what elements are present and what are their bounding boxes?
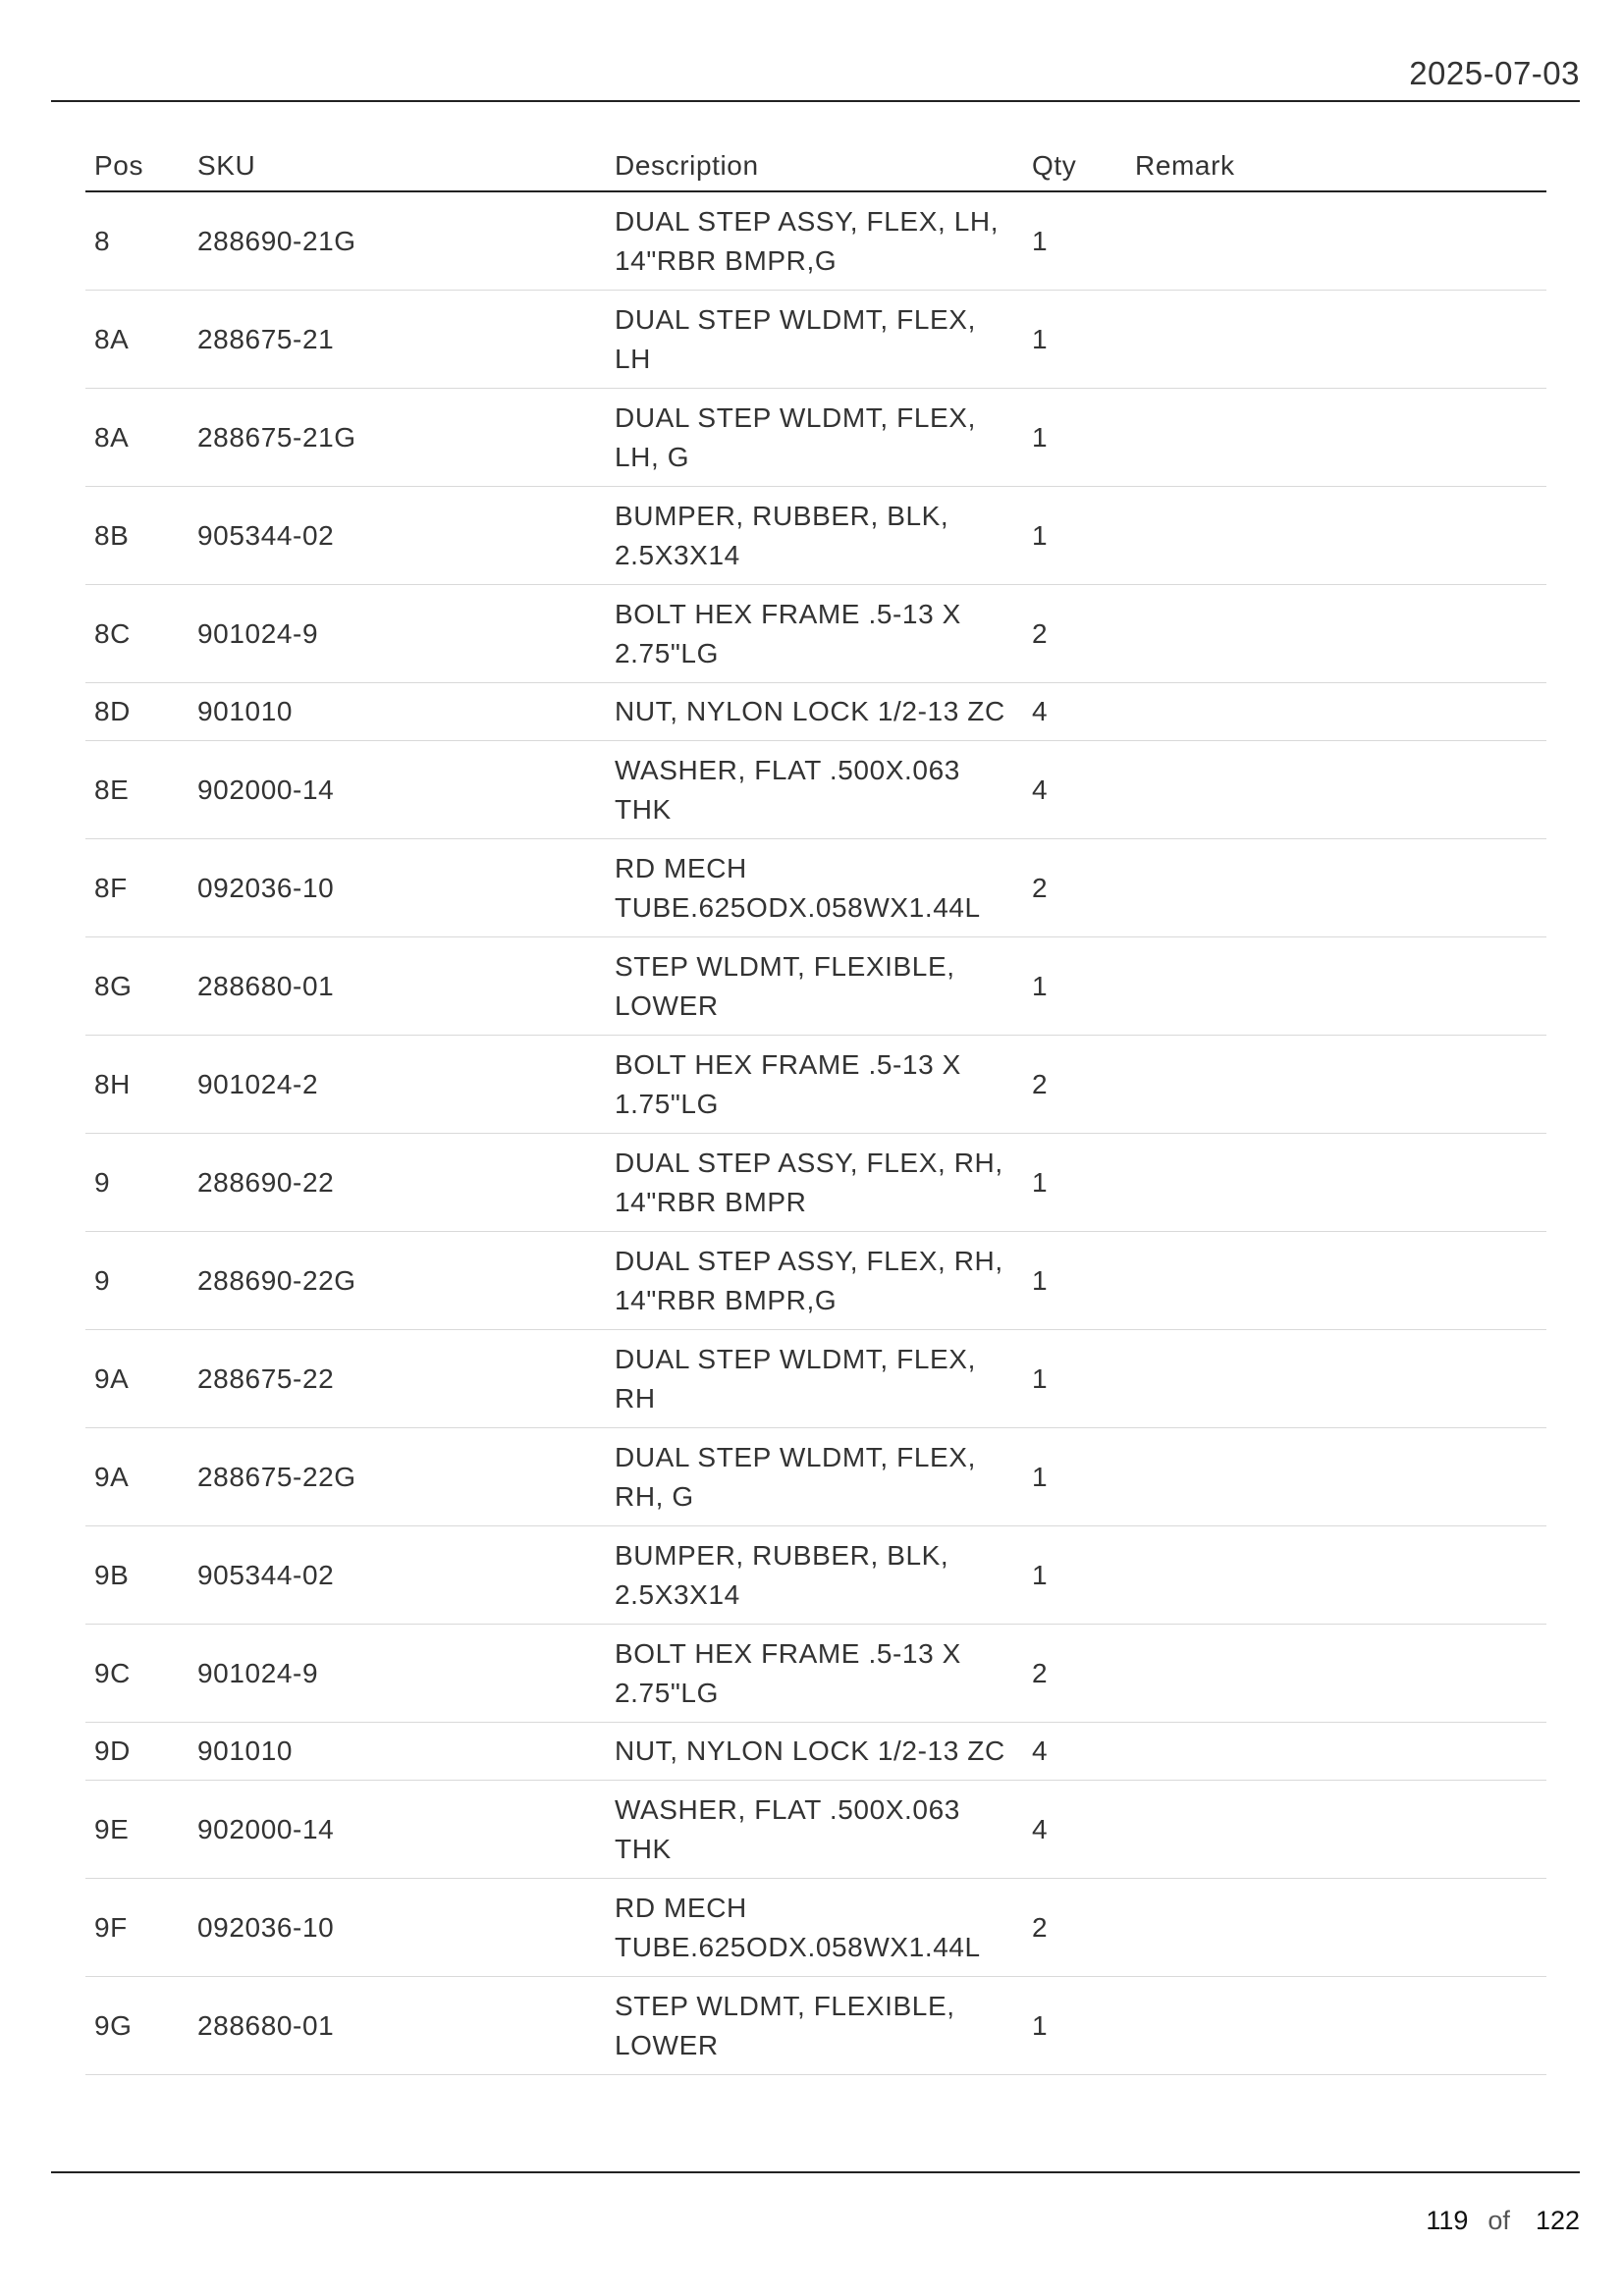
cell-qty: 1 xyxy=(1023,389,1126,487)
description-line: STEP WLDMT, FLEXIBLE, xyxy=(615,950,955,982)
cell-description xyxy=(606,1977,1023,2075)
cell-description xyxy=(606,937,1023,1036)
table-row xyxy=(85,487,1546,585)
cell-remark xyxy=(1126,683,1546,741)
table-row xyxy=(85,741,1546,839)
description-line: BOLT HEX FRAME .5-13 X xyxy=(615,1637,961,1669)
cell-description xyxy=(606,291,1023,389)
cell-sku: 901024-9 xyxy=(189,585,606,683)
column-header-description: Description xyxy=(606,140,1023,191)
cell-qty: 2 xyxy=(1023,1879,1126,1977)
column-header-qty: Qty xyxy=(1023,140,1126,191)
table-body xyxy=(85,191,1546,2075)
cell-qty: 1 xyxy=(1023,937,1126,1036)
cell-sku: 901010 xyxy=(189,683,606,741)
cell-sku: 901024-9 xyxy=(189,1625,606,1723)
description-line: LOWER xyxy=(615,2029,719,2060)
description-line: DUAL STEP ASSY, FLEX, RH, xyxy=(615,1245,1003,1276)
cell-description xyxy=(606,191,1023,291)
cell-remark xyxy=(1126,487,1546,585)
parts-table xyxy=(85,140,1546,2075)
table-row xyxy=(85,585,1546,683)
cell-qty: 1 xyxy=(1023,191,1126,291)
cell-qty: 1 xyxy=(1023,1526,1126,1625)
cell-remark xyxy=(1126,1330,1546,1428)
description-line: DUAL STEP WLDMT, FLEX, xyxy=(615,401,976,433)
cell-sku: 905344-02 xyxy=(189,1526,606,1625)
table-row xyxy=(85,1036,1546,1134)
cell-qty: 1 xyxy=(1023,1977,1126,2075)
cell-pos: 8F xyxy=(85,839,189,937)
cell-pos: 8E xyxy=(85,741,189,839)
description-line: DUAL STEP WLDMT, FLEX, xyxy=(615,303,976,335)
table-row xyxy=(85,1428,1546,1526)
description-line: DUAL STEP WLDMT, FLEX, xyxy=(615,1441,976,1472)
description-line: LOWER xyxy=(615,989,719,1021)
description-line: WASHER, FLAT .500X.063 xyxy=(615,754,960,785)
cell-pos: 9D xyxy=(85,1723,189,1781)
description-line: LH xyxy=(615,343,651,374)
current-page-number: 119 xyxy=(1426,2206,1469,2235)
table-row xyxy=(85,291,1546,389)
column-header-pos: Pos xyxy=(85,140,189,191)
description-line: 2.75"LG xyxy=(615,637,719,668)
cell-sku: 902000-14 xyxy=(189,1781,606,1879)
cell-sku: 902000-14 xyxy=(189,741,606,839)
description-line: DUAL STEP ASSY, FLEX, LH, xyxy=(615,205,1000,237)
cell-sku: 092036-10 xyxy=(189,1879,606,1977)
cell-description xyxy=(606,1781,1023,1879)
cell-remark xyxy=(1126,1134,1546,1232)
cell-description xyxy=(606,683,1023,741)
cell-sku: 288675-21G xyxy=(189,389,606,487)
cell-qty: 2 xyxy=(1023,839,1126,937)
cell-remark xyxy=(1126,1977,1546,2075)
cell-remark xyxy=(1126,1526,1546,1625)
cell-pos: 9G xyxy=(85,1977,189,2075)
cell-description xyxy=(606,1428,1023,1526)
cell-remark xyxy=(1126,191,1546,291)
footer-divider xyxy=(51,2171,1580,2173)
description-line: THK xyxy=(615,1833,672,1864)
cell-remark xyxy=(1126,1232,1546,1330)
cell-description xyxy=(606,1723,1023,1781)
cell-sku: 288690-22 xyxy=(189,1134,606,1232)
description-line: STEP WLDMT, FLEXIBLE, xyxy=(615,1990,955,2021)
table-header-row xyxy=(85,140,1546,191)
description-line: BUMPER, RUBBER, BLK, xyxy=(615,1539,949,1571)
cell-pos: 9 xyxy=(85,1232,189,1330)
cell-qty: 2 xyxy=(1023,1625,1126,1723)
cell-description xyxy=(606,1036,1023,1134)
cell-remark xyxy=(1126,839,1546,937)
description-line: WASHER, FLAT .500X.063 xyxy=(615,1793,960,1825)
cell-qty: 1 xyxy=(1023,487,1126,585)
cell-description xyxy=(606,741,1023,839)
total-page-count: 122 xyxy=(1535,2206,1580,2235)
cell-pos: 8D xyxy=(85,683,189,741)
cell-pos: 8A xyxy=(85,389,189,487)
description-line: DUAL STEP WLDMT, FLEX, xyxy=(615,1343,976,1374)
cell-remark xyxy=(1126,937,1546,1036)
cell-remark xyxy=(1126,741,1546,839)
description-line: TUBE.625ODX.058WX1.44L xyxy=(615,1931,981,1962)
column-header-sku: SKU xyxy=(189,140,606,191)
cell-sku: 092036-10 xyxy=(189,839,606,937)
description-line: 14"RBR BMPR,G xyxy=(615,1284,838,1315)
cell-remark xyxy=(1126,1625,1546,1723)
cell-pos: 9A xyxy=(85,1330,189,1428)
cell-sku: 288690-21G xyxy=(189,191,606,291)
cell-pos: 8 xyxy=(85,191,189,291)
cell-qty: 4 xyxy=(1023,1781,1126,1879)
table-row xyxy=(85,389,1546,487)
cell-qty: 4 xyxy=(1023,683,1126,741)
table-row xyxy=(85,1330,1546,1428)
page-counter xyxy=(1426,2206,1580,2236)
cell-remark xyxy=(1126,585,1546,683)
table-row xyxy=(85,1723,1546,1781)
cell-description xyxy=(606,1625,1023,1723)
cell-sku: 901024-2 xyxy=(189,1036,606,1134)
description-line: 2.75"LG xyxy=(615,1677,719,1708)
table-row xyxy=(85,1879,1546,1977)
cell-sku: 288675-21 xyxy=(189,291,606,389)
table-row xyxy=(85,1625,1546,1723)
description-line: TUBE.625ODX.058WX1.44L xyxy=(615,891,981,923)
cell-pos: 8G xyxy=(85,937,189,1036)
cell-description xyxy=(606,585,1023,683)
cell-remark xyxy=(1126,1879,1546,1977)
description-line: NUT, NYLON LOCK 1/2-13 ZC xyxy=(615,1735,1005,1766)
cell-sku: 288675-22G xyxy=(189,1428,606,1526)
cell-remark xyxy=(1126,389,1546,487)
description-line: RD MECH xyxy=(615,852,747,883)
cell-pos: 9C xyxy=(85,1625,189,1723)
cell-qty: 2 xyxy=(1023,1036,1126,1134)
description-line: BUMPER, RUBBER, BLK, xyxy=(615,500,949,531)
cell-qty: 1 xyxy=(1023,1330,1126,1428)
cell-description xyxy=(606,487,1023,585)
description-line: NUT, NYLON LOCK 1/2-13 ZC xyxy=(615,696,1005,726)
cell-remark xyxy=(1126,291,1546,389)
description-line: 2.5X3X14 xyxy=(615,1578,740,1610)
table-row xyxy=(85,1134,1546,1232)
cell-pos: 8H xyxy=(85,1036,189,1134)
cell-qty: 1 xyxy=(1023,1232,1126,1330)
description-line: BOLT HEX FRAME .5-13 X xyxy=(615,598,961,629)
table-row xyxy=(85,1781,1546,1879)
table-row xyxy=(85,191,1546,291)
description-line: RH xyxy=(615,1382,656,1414)
cell-sku: 288680-01 xyxy=(189,937,606,1036)
cell-description xyxy=(606,839,1023,937)
cell-description xyxy=(606,1879,1023,1977)
description-line: 1.75"LG xyxy=(615,1088,719,1119)
table-row xyxy=(85,937,1546,1036)
cell-remark xyxy=(1126,1781,1546,1879)
cell-remark xyxy=(1126,1036,1546,1134)
cell-pos: 9F xyxy=(85,1879,189,1977)
header-divider xyxy=(51,100,1580,102)
description-line: 14"RBR BMPR,G xyxy=(615,244,838,276)
cell-pos: 8A xyxy=(85,291,189,389)
table-row xyxy=(85,1232,1546,1330)
description-line: BOLT HEX FRAME .5-13 X xyxy=(615,1048,961,1080)
description-line: 14"RBR BMPR xyxy=(615,1186,807,1217)
cell-qty: 2 xyxy=(1023,585,1126,683)
cell-pos: 9 xyxy=(85,1134,189,1232)
cell-pos: 9B xyxy=(85,1526,189,1625)
cell-qty: 1 xyxy=(1023,1134,1126,1232)
description-line: RH, G xyxy=(615,1480,694,1512)
cell-qty: 4 xyxy=(1023,1723,1126,1781)
cell-remark xyxy=(1126,1428,1546,1526)
page-of-label: of xyxy=(1488,2206,1510,2235)
cell-sku: 905344-02 xyxy=(189,487,606,585)
description-line: THK xyxy=(615,793,672,825)
cell-qty: 1 xyxy=(1023,1428,1126,1526)
cell-description xyxy=(606,1330,1023,1428)
column-header-remark: Remark xyxy=(1126,140,1546,191)
cell-sku: 288690-22G xyxy=(189,1232,606,1330)
table-row xyxy=(85,683,1546,741)
cell-description xyxy=(606,1232,1023,1330)
cell-qty: 4 xyxy=(1023,741,1126,839)
cell-pos: 8C xyxy=(85,585,189,683)
description-line: LH, G xyxy=(615,441,690,472)
description-line: 2.5X3X14 xyxy=(615,539,740,570)
table-row xyxy=(85,1977,1546,2075)
cell-description xyxy=(606,1134,1023,1232)
cell-pos: 8B xyxy=(85,487,189,585)
document-date: 2025-07-03 xyxy=(1409,55,1580,91)
cell-sku: 901010 xyxy=(189,1723,606,1781)
cell-pos: 9E xyxy=(85,1781,189,1879)
description-line: DUAL STEP ASSY, FLEX, RH, xyxy=(615,1147,1003,1178)
cell-description xyxy=(606,1526,1023,1625)
cell-pos: 9A xyxy=(85,1428,189,1526)
cell-sku: 288680-01 xyxy=(189,1977,606,2075)
cell-description xyxy=(606,389,1023,487)
cell-remark xyxy=(1126,1723,1546,1781)
cell-sku: 288675-22 xyxy=(189,1330,606,1428)
description-line: RD MECH xyxy=(615,1892,747,1923)
table-row xyxy=(85,1526,1546,1625)
cell-qty: 1 xyxy=(1023,291,1126,389)
table-row xyxy=(85,839,1546,937)
